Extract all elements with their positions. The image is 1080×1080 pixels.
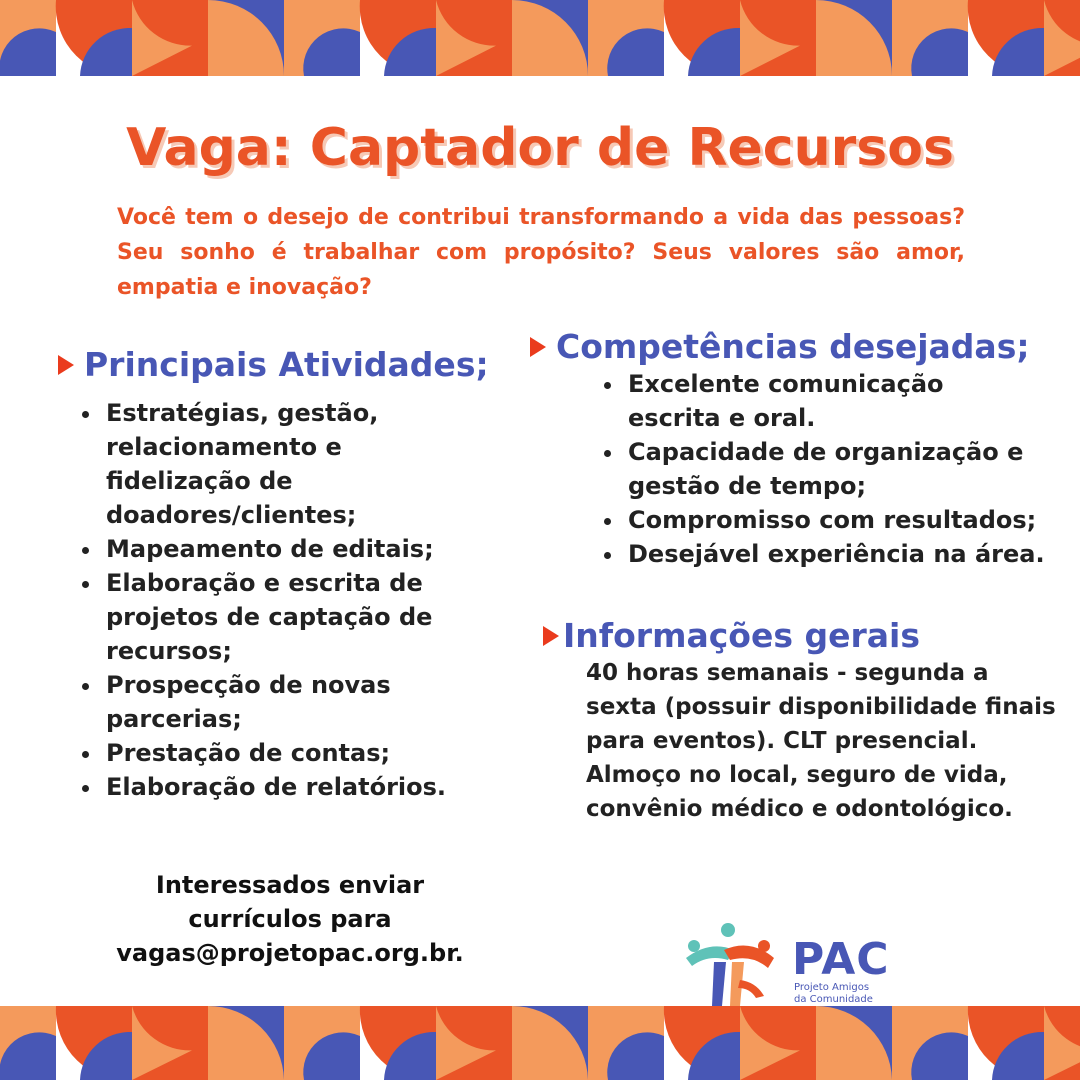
competencias-heading <box>530 327 1030 366</box>
list-item: Mapeamento de editais; <box>80 532 480 566</box>
list-item: Prestação de contas; <box>80 736 480 770</box>
logo-subtitle-line2: da Comunidade <box>794 994 873 1005</box>
intro-text: Você tem o desejo de contribui transformando a vida das pessoas? Seu sonho é trabalhar com propósito? Seus valores são amor, empatia e inovação? <box>117 205 965 300</box>
logo-acronym: PAC <box>792 934 890 985</box>
pac-logo <box>680 920 920 1012</box>
informacoes-heading <box>543 616 920 655</box>
bottom-decorative-band <box>0 1006 1080 1080</box>
geometric-pattern <box>0 1006 1080 1080</box>
list-item: Estratégias, gestão, relacionamento e fidelização de doadores/clientes; <box>80 396 480 532</box>
page-title: Vaga: Captador de Recursos <box>126 118 954 178</box>
atividades-heading <box>58 345 489 384</box>
informacoes-heading-label: Informações gerais <box>563 616 920 655</box>
list-item: Elaboração de relatórios. <box>80 770 480 804</box>
atividades-list <box>80 396 480 804</box>
list-item: Capacidade de organização e gestão de tempo; <box>602 435 1042 503</box>
atividades-heading-label: Principais Atividades; <box>84 345 489 384</box>
list-item: Prospecção de novas parcerias; <box>80 668 480 736</box>
logo-subtitle-line1: Projeto Amigos <box>794 982 870 993</box>
triangle-bullet-icon <box>530 337 546 357</box>
top-decorative-band <box>0 0 1080 76</box>
competencias-heading-label: Competências desejadas; <box>556 327 1030 366</box>
logo-subtitle <box>794 982 873 1006</box>
geometric-pattern <box>0 0 1080 76</box>
pac-figures-logo-icon <box>680 920 780 1012</box>
triangle-bullet-icon <box>58 355 74 375</box>
list-item: Desejável experiência na área. <box>602 537 1062 571</box>
list-item: Elaboração e escrita de projetos de captação de recursos; <box>80 566 480 668</box>
competencias-list <box>602 367 1062 571</box>
informacoes-text: 40 horas semanais - segunda a sexta (possuir disponibilidade finais para eventos). CLT presencial. Almoço no local, seguro de vida, convênio médico e odontológico. <box>586 660 1056 822</box>
triangle-bullet-icon <box>543 626 559 646</box>
list-item: Excelente comunicação escrita e oral. <box>602 367 952 435</box>
list-item: Compromisso com resultados; <box>602 503 1062 537</box>
contact-text: Interessados enviar currículos para vagas@projetopac.org.br. <box>116 871 464 967</box>
